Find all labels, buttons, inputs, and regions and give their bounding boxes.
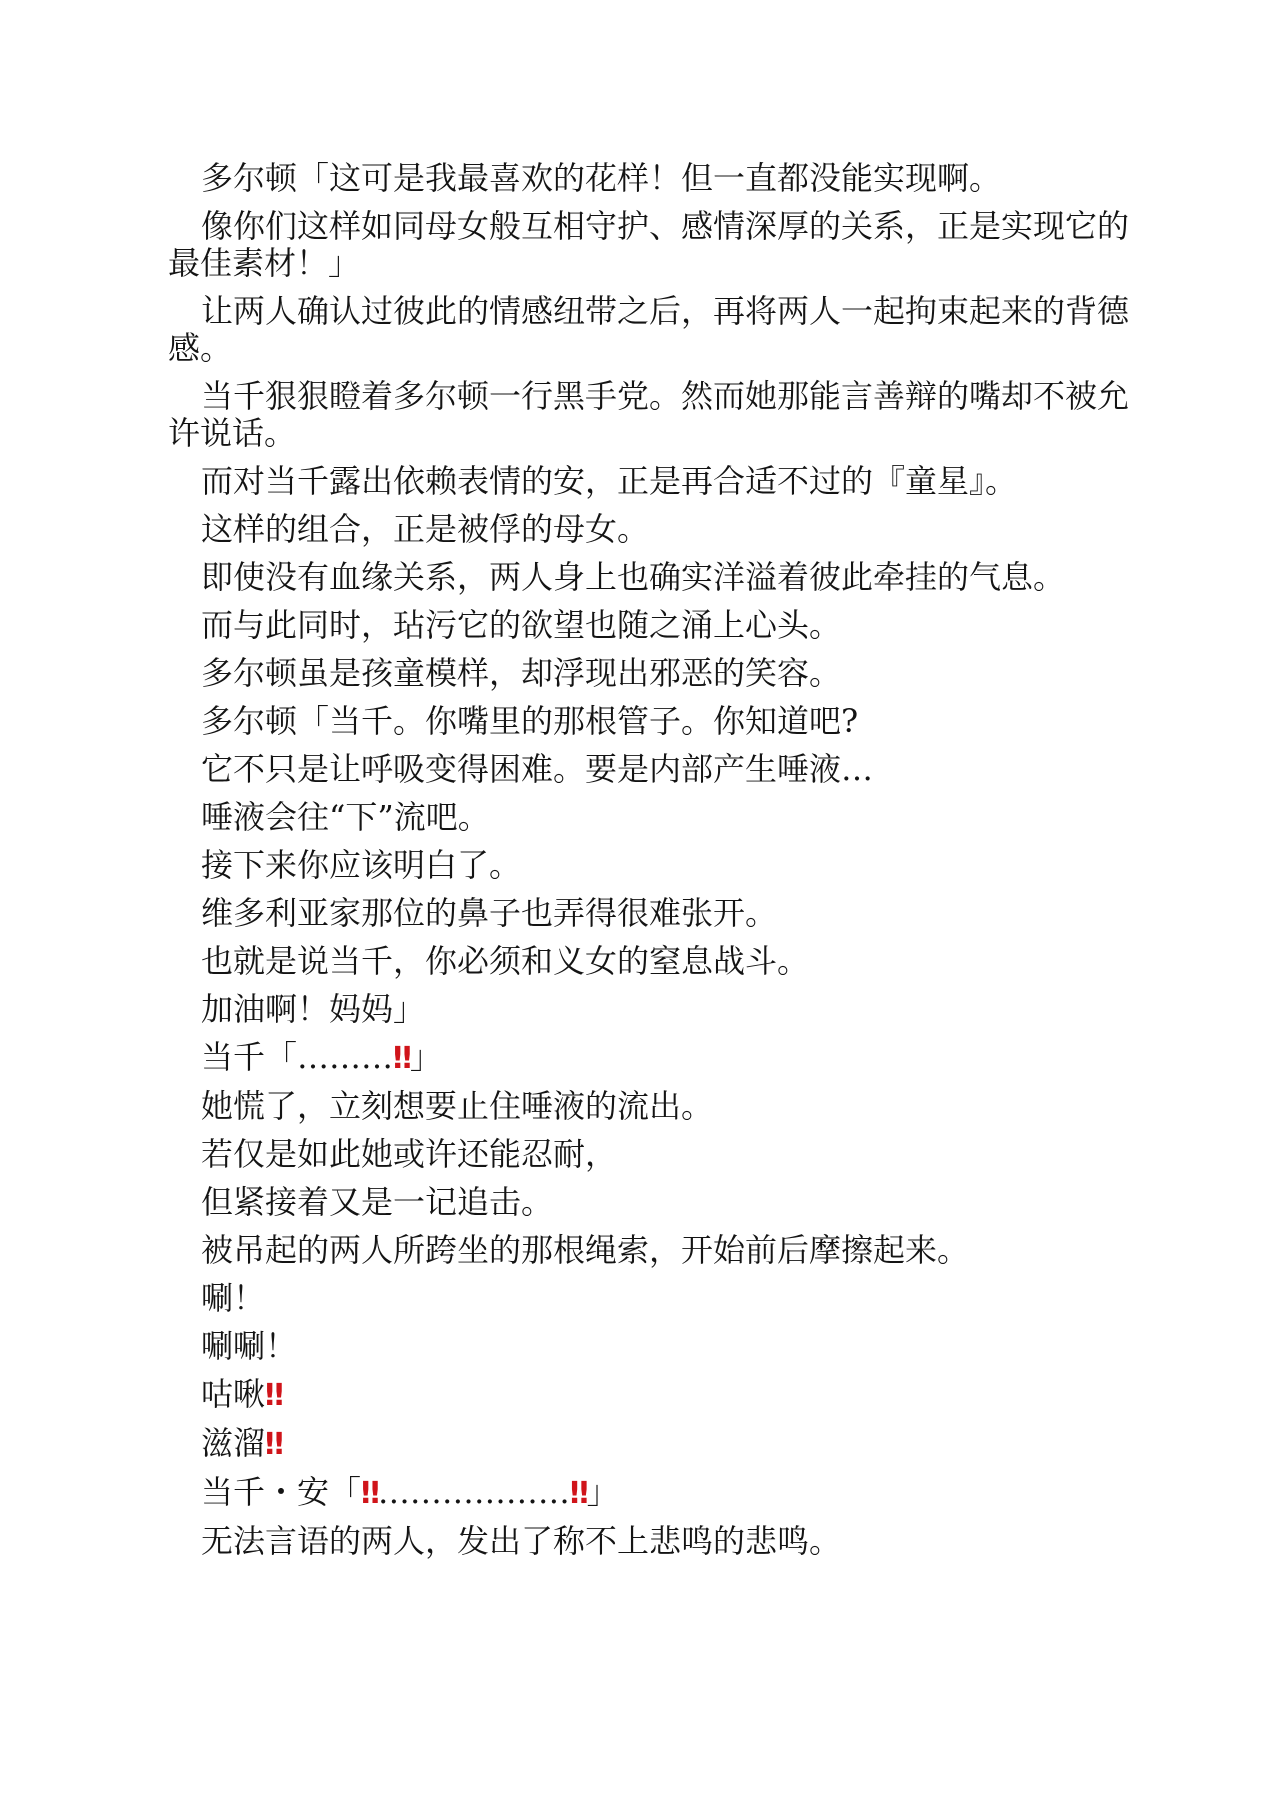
dialogue-dots: ……………… — [377, 1473, 570, 1511]
sound-effect-1: 唰！ — [201, 1279, 266, 1317]
paragraph-2: 像你们这样如同母女般互相守护、感情深厚的关系，正是实现它的最佳素材！」 — [168, 207, 1130, 282]
paragraph-1: 多尔顿「这可是我最喜欢的花样！但一直都没能实现啊。 — [201, 159, 1002, 197]
paragraph-6: 这样的组合，正是被俘的母女。 — [201, 510, 650, 548]
dialogue-speaker-text: 当千「……… — [201, 1038, 394, 1076]
dialogue-close-bracket: 」 — [409, 1038, 442, 1076]
paragraph-7: 即使没有血缘关系，两人身上也确实洋溢着彼此牵挂的气息。 — [201, 558, 1066, 596]
double-exclamation-icon: ‼ — [265, 1427, 282, 1462]
paragraph-20: 被吊起的两人所跨坐的那根绳索，开始前后摩擦起来。 — [201, 1231, 970, 1269]
paragraph-11: 它不只是让呼吸变得困难。要是内部产生唾液… — [201, 750, 874, 788]
dialogue-dots-line — [168, 1039, 1130, 1077]
paragraph-19: 但紧接着又是一记追击。 — [201, 1183, 554, 1221]
double-exclamation-icon: ‼ — [265, 1378, 282, 1413]
paragraph-4: 当千狠狠瞪着多尔顿一行黑手党。然而她那能言善辩的嘴却不被允许说话。 — [168, 377, 1130, 452]
double-exclamation-icon: ‼ — [393, 1041, 410, 1076]
sound-effect-2: 唰唰！ — [201, 1327, 298, 1365]
paragraph-3: 让两人确认过彼此的情感纽带之后，再将两人一起拘束起来的背德感。 — [168, 292, 1130, 367]
paragraph-17: 她慌了，立刻想要止住唾液的流出。 — [201, 1087, 714, 1125]
paragraph-13: 接下来你应该明白了。 — [201, 846, 522, 884]
sound-effect-4 — [168, 1425, 1130, 1463]
sound-effect-text: 咕啾 — [201, 1375, 266, 1413]
paragraph-5: 而对当千露出依赖表情的安，正是再合适不过的『童星』。 — [201, 462, 1018, 500]
paragraph-10: 多尔顿「当千。你嘴里的那根管子。你知道吧? — [201, 702, 859, 740]
dialogue-both-line — [168, 1474, 1130, 1512]
sound-effect-text: 滋溜 — [201, 1424, 266, 1462]
paragraph-14: 维多利亚家那位的鼻子也弄得很难张开。 — [201, 894, 778, 932]
paragraph-8: 而与此同时，玷污它的欲望也随之涌上心头。 — [201, 606, 842, 644]
dialogue-close-bracket: 」 — [586, 1473, 619, 1511]
paragraph-9: 多尔顿虽是孩童模样，却浮现出邪恶的笑容。 — [201, 654, 842, 692]
paragraph-18: 若仅是如此她或许还能忍耐， — [201, 1135, 618, 1173]
dialogue-speaker-text: 当千・安「 — [201, 1473, 362, 1511]
double-exclamation-icon: ‼ — [569, 1476, 587, 1511]
paragraph-15: 也就是说当千，你必须和义女的窒息战斗。 — [201, 942, 810, 980]
double-exclamation-icon: ‼ — [361, 1476, 378, 1511]
paragraph-last: 无法言语的两人，发出了称不上悲鸣的悲鸣。 — [201, 1522, 842, 1560]
document-page — [168, 160, 1130, 1571]
sound-effect-3 — [168, 1376, 1130, 1414]
paragraph-12: 唾液会往“下”流吧。 — [201, 798, 490, 836]
paragraph-16: 加油啊！妈妈」 — [201, 990, 426, 1028]
